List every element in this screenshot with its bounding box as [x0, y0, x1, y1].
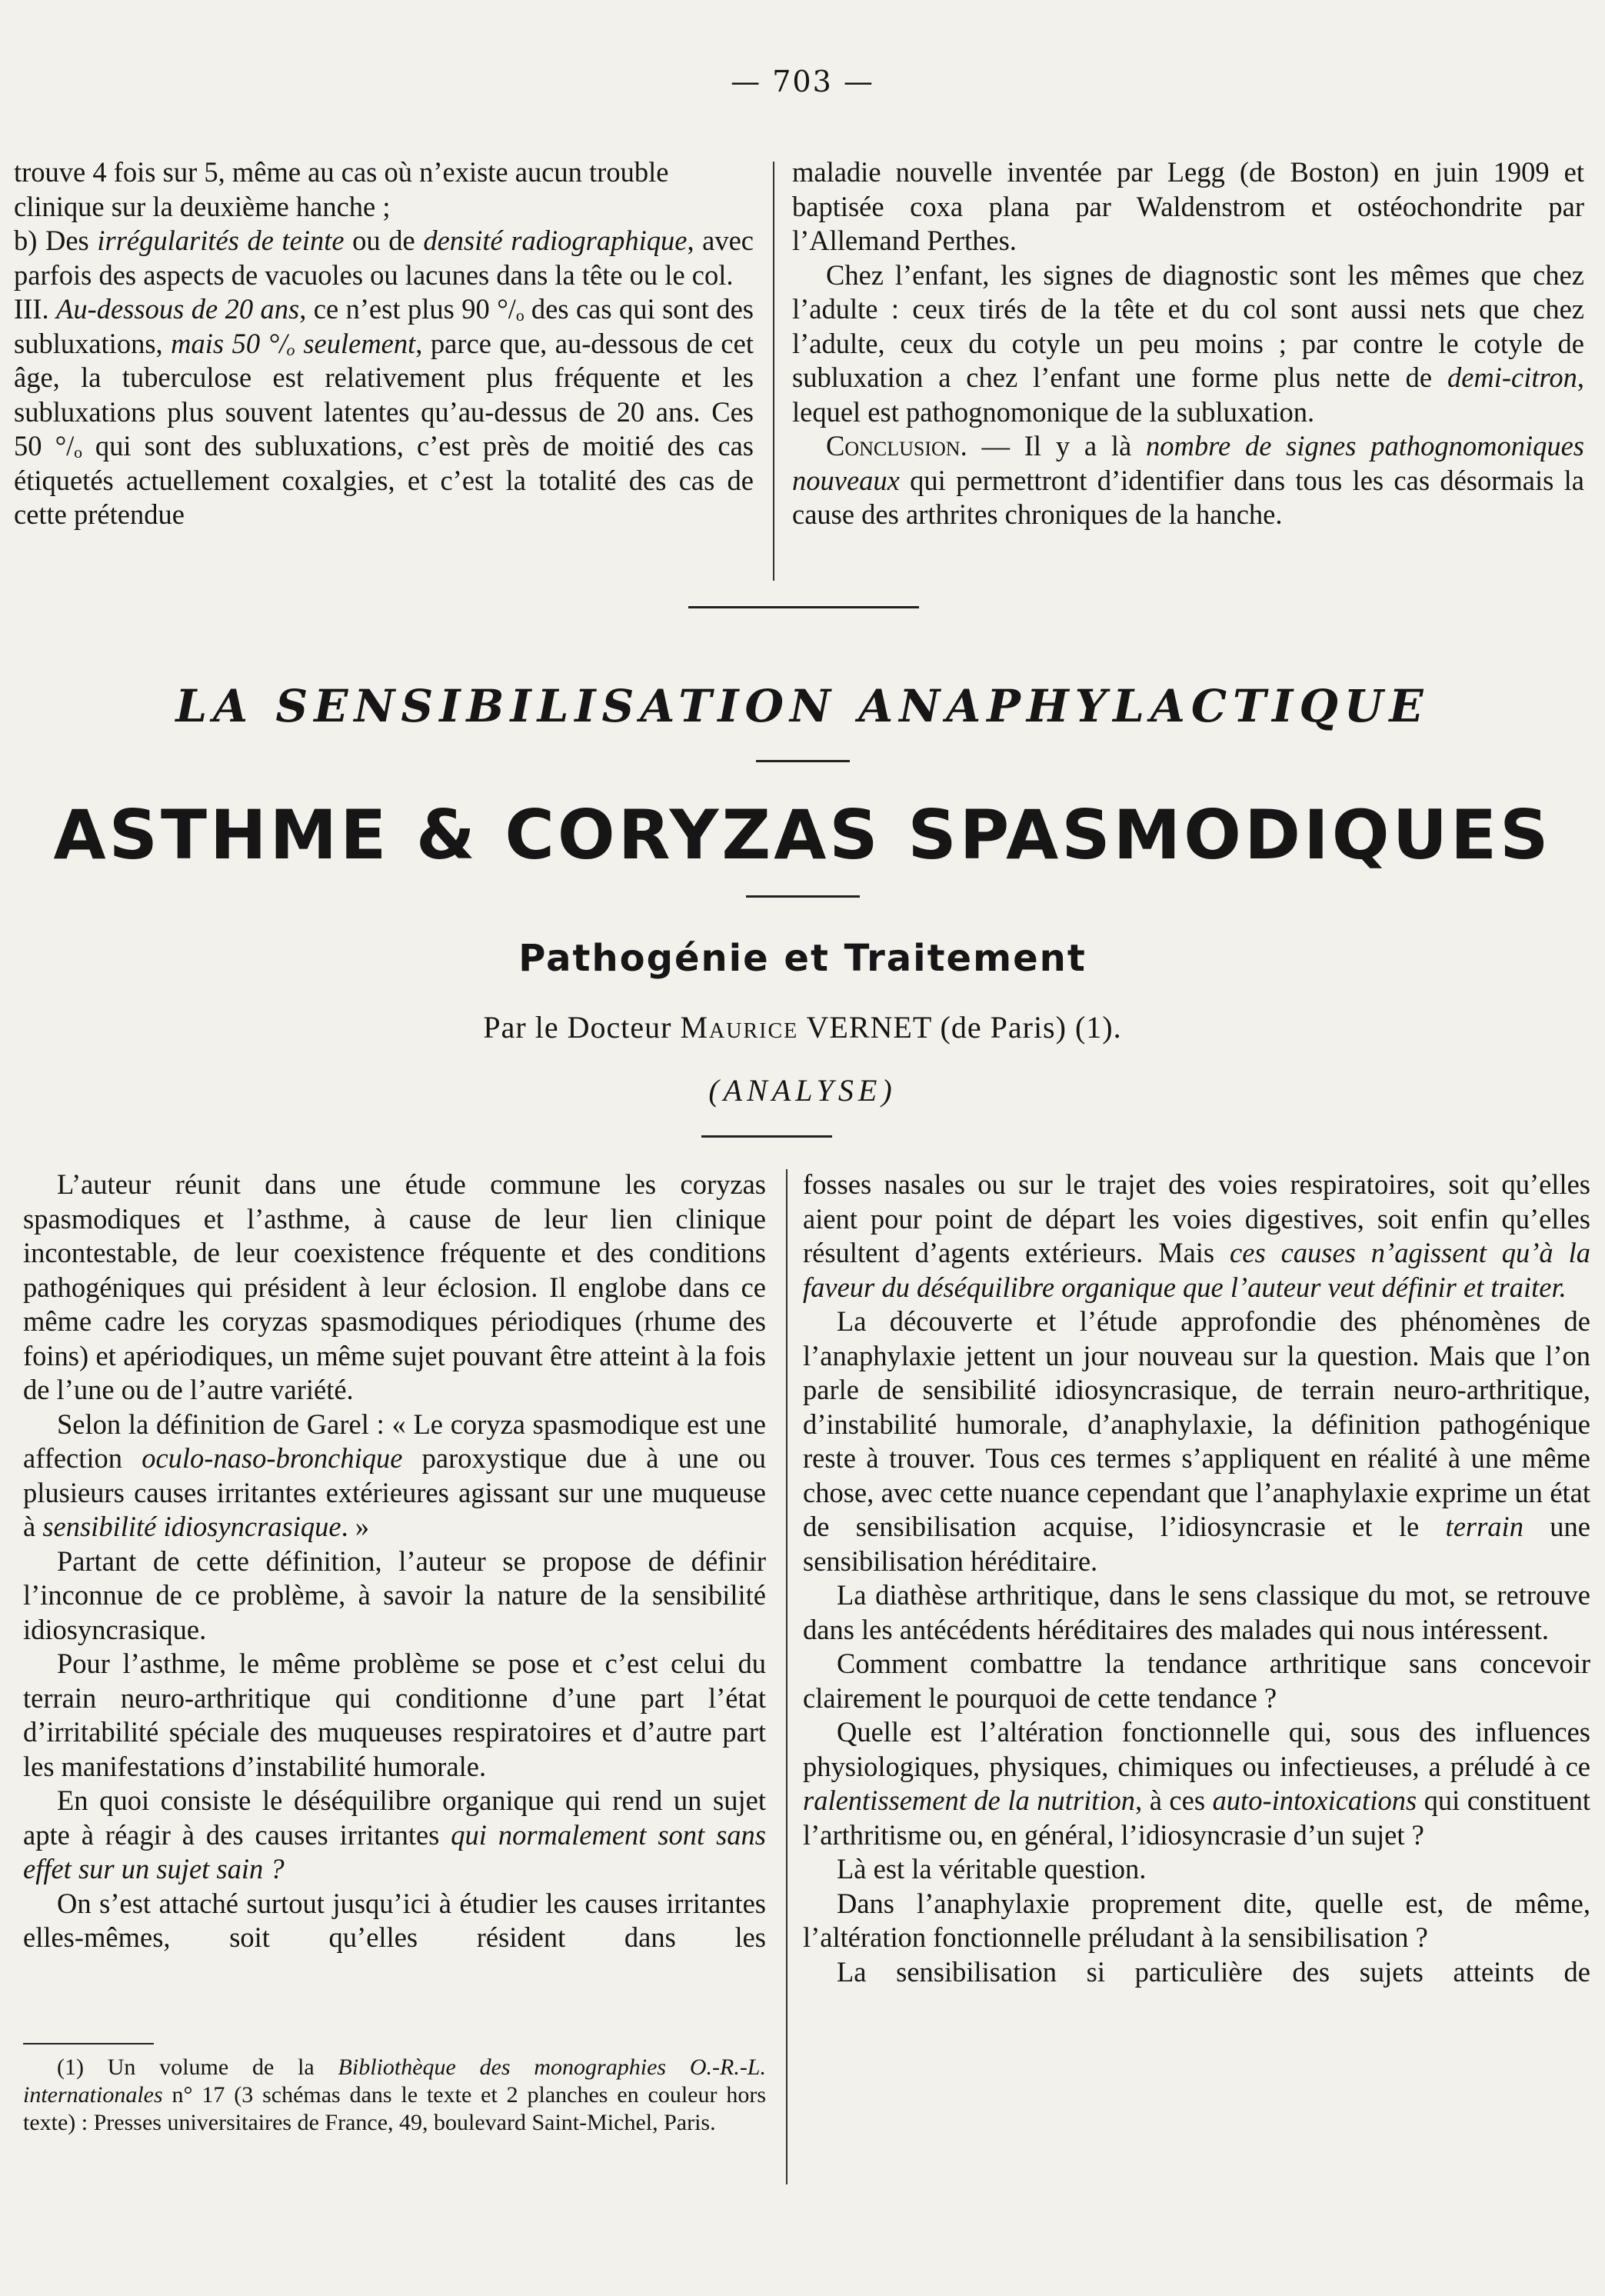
italic-span: irrégularités de teinte: [97, 225, 345, 256]
paragraph: [792, 429, 1584, 532]
italic-span: oculo-naso-bronchique: [142, 1442, 403, 1474]
paragraph: [803, 1715, 1590, 1852]
top-left-column: [14, 155, 754, 532]
paragraph: On s’est attaché surtout jusqu’ici à étudier les causes irritantes elles-mêmes, soit qu’elles résident dans les: [23, 1887, 766, 1953]
paragraph: [23, 1784, 766, 1887]
text-line: trouve 4 fois sur 5, même au cas où n’existe aucun trouble: [14, 156, 669, 188]
analyse-label: (ANALYSE): [708, 1073, 897, 1108]
italic-span: Au-dessous de 20 ans: [56, 293, 300, 325]
body-left-column: [23, 1168, 766, 1955]
italic-span: qui normalement sont sans effet sur un sujet sain ?: [23, 1818, 766, 1884]
italic-span: terrain: [1445, 1511, 1523, 1542]
byline: [0, 1009, 1605, 1045]
paragraph: Comment combattre la tendance arthritique sans concevoir clairement le pourquoi de cette tendance ?: [803, 1648, 1590, 1714]
column-divider: [786, 1169, 788, 2184]
paragraph: [14, 292, 754, 532]
text-span: , lequel est pathognomonique de la subluxation.: [792, 362, 1584, 428]
author-lastname: VERNET (de Paris) (1).: [798, 1010, 1122, 1045]
article-supertitle: LA SENSIBILISATION ANAPHYLACTIQUE: [175, 680, 1430, 732]
conclusion-label: Conclusion.: [826, 430, 967, 462]
paragraph: [803, 1305, 1590, 1578]
italic-span: densité radiographique: [423, 225, 688, 256]
footnote-text: [23, 2054, 766, 2137]
paragraph: Là est la véritable question.: [837, 1853, 1147, 1884]
footnote: [23, 2054, 766, 2137]
paragraph: La sensibilisation si particulière des sujets atteints de: [837, 1955, 1590, 1988]
italic-span: auto-intoxications: [1212, 1784, 1417, 1816]
paragraph: L’auteur réunit dans une étude commune les coryzas spasmodiques et l’asthme, à cause de leur lien clinique incontestable, de leur coexistence fréquente et des conditions pathogéniques qui président à leur éclosion. Il englobe dans ce même cadre les coryzas spasmodiques périodiques (rhume des foins) et apériodiques, un même sujet pouvant être atteint à la fois de l’une ou de l’autre variété.: [23, 1168, 766, 1405]
article-title: ASTHME & CORYZAS SPASMODIQUES: [53, 795, 1552, 875]
title-rule: [701, 1135, 832, 1138]
paragraph: [803, 1168, 1590, 1305]
text-span: , ce n’est plus 90 °/ₒ des cas qui sont des subluxations,: [14, 293, 754, 359]
top-right-column: [792, 155, 1584, 532]
author-firstname: Maurice: [680, 1010, 799, 1045]
text-span: b) Des: [14, 225, 98, 256]
text-span: n° 17 (3 schémas dans le texte et 2 planches en couleur hors texte) : Presses universitaires de France, 49, boulevard Saint-Michel, Paris.: [23, 2082, 766, 2135]
italic-span: mais 50 °/ₒ seulement: [171, 327, 416, 359]
section-separator: [688, 606, 919, 608]
paragraph: Pour l’asthme, le même problème se pose et c’est celui du terrain neuro-arthritique qui conditionne d’une part l’état d’irritabilité spéciale des muqueuses respiratoires et d’autre part les manifestations d’instabilité humorale.: [23, 1648, 766, 1782]
text-span: , avec parfois des aspects de vacuoles ou lacunes dans la tête ou le col.: [14, 225, 754, 291]
title-rule: [756, 760, 850, 762]
italic-span: demi-citron: [1447, 362, 1577, 393]
paragraph: [14, 224, 754, 292]
paragraph: La diathèse arthritique, dans le sens classique du mot, se retrouve dans les antécédents héréditaires des malades qui nous intéressent.: [803, 1579, 1590, 1645]
text-span: III.: [14, 293, 57, 325]
text-span: — Il y a là: [967, 430, 1146, 462]
text-span: En quoi consiste le déséquilibre organique qui rend un sujet apte à réagir à des causes irritantes: [23, 1784, 766, 1851]
paragraph: [14, 155, 754, 224]
text-span: ou de: [344, 225, 424, 256]
italic-span: sensibilité idiosyncrasique: [42, 1511, 341, 1542]
text-span: qui permettront d’identifier dans tous les cas désormais la cause des arthrites chroniques de la hanche.: [792, 464, 1584, 530]
paragraph: [23, 1408, 766, 1545]
text-span: , à ces: [1135, 1784, 1213, 1816]
text-line: clinique sur la deuxième hanche ;: [14, 190, 391, 222]
page-number: — 703 —: [731, 65, 874, 98]
text-span: fosses nasales ou sur le trajet des voies respiratoires, soit qu’elles aient pour point de départ les voies digestives, soit enfin qu’elles résultent d’agents extérieurs. Mais: [803, 1168, 1590, 1268]
footnote-rule: [23, 2043, 154, 2044]
text-span: (1) Un volume de la: [57, 2054, 338, 2080]
italic-span: nombre de signes pathognomoniques nouveaux: [792, 430, 1585, 496]
paragraph: Dans l’anaphylaxie proprement dite, quelle est, de même, l’altération fonctionnelle préludant à la sensibilisation ?: [803, 1887, 1590, 1953]
text-span: Quelle est l’altération fonctionnelle qui, sous des influences physiologiques, physiques, chimiques ou infectieuses, a préludé à ce: [803, 1716, 1590, 1782]
text-span: La découverte et l’étude approfondie des phénomènes de l’anaphylaxie jettent un jour nouveau sur la question. Mais que l’on parle de sensibilité idiosyncrasique, de terrain neuro-arthritique, d’instabilité humorale, d’anaphylaxie, la définition pathogénique reste à trouver. Tous ces termes s’appliquent en réalité à une même chose, avec cette nuance cependant que l’anaphylaxie exprime un état de sensibilisation acquise, l’idiosyncrasie et le: [803, 1305, 1590, 1542]
article-subtitle: Pathogénie et Traitement: [518, 937, 1087, 980]
paragraph: maladie nouvelle inventée par Legg (de Boston) en juin 1909 et baptisée coxa plana par Waldenstrom et ostéochondrite par l’Allemand Perthes.: [792, 156, 1584, 256]
text-span: Selon la définition de Garel : « Le coryza spasmodique est une affection: [23, 1408, 766, 1474]
text-span: . »: [341, 1511, 370, 1542]
byline-prefix: Par le Docteur: [483, 1010, 681, 1045]
paragraph: Partant de cette définition, l’auteur se propose de définir l’inconnue de ce problème, à savoir la nature de la sensibilité idiosyncrasique.: [23, 1545, 766, 1645]
body-right-column: [803, 1168, 1590, 1989]
column-divider: [773, 162, 774, 581]
title-rule: [746, 895, 860, 898]
italic-span: ces causes n’agissent qu’à la faveur du déséquilibre organique que l’auteur veut définir et traiter.: [803, 1237, 1590, 1303]
text-span: , parce que, au-dessous de cet âge, la tuberculose est relativement plus fréquente et les subluxations plus souvent latentes qu’au-dessus de 20 ans. Ces 50 °/ₒ qui sont des subluxations, c’est près de moitié des cas étiquetés actuellement coxalgies, et c’est la totalité des cas de cette prétendue: [14, 327, 754, 530]
italic-span: Bibliothèque des monographies O.-R.-L. internationales: [23, 2054, 766, 2108]
text-span: qui constituent l’arthritisme ou, en général, l’idiosyncrasie d’un sujet ?: [803, 1784, 1591, 1851]
text-span: Chez l’enfant, les signes de diagnostic sont les mêmes que chez l’adulte : ceux tirés de la tête et du col sont aussi nets que chez l’adulte, ceux du cotyle un peu moins ; par contre le cotyle de subluxation a chez l’enfant une forme plus nette de: [792, 258, 1584, 393]
text-span: paroxystique due à une ou plusieurs causes irritantes extérieures agissant sur une muqueuse à: [23, 1442, 766, 1542]
paragraph: [792, 258, 1584, 430]
text-span: une sensibilisation héréditaire.: [803, 1511, 1591, 1577]
italic-span: ralentissement de la nutrition: [803, 1784, 1136, 1816]
